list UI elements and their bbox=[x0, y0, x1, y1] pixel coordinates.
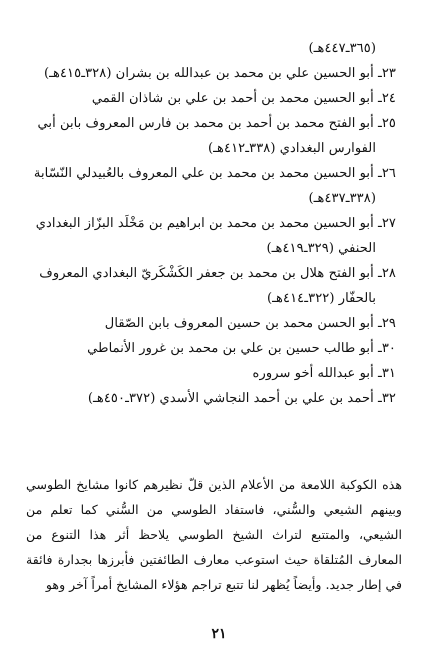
list-item: ٣٢ـ أحمد بن علي بن أحمد النجاشي الأسدي (٣٧٢ـ٤٥٠هـ) bbox=[87, 391, 396, 406]
list-item: ٢٧ـ أبو الحسين محمد بن محمد بن ابراهيم بن مَخْلَد البزّاز البغدادي bbox=[35, 216, 396, 231]
list-item: ٢٩ـ أبو الحسن محمد بن حسين المعروف بابن الصّقال bbox=[104, 316, 396, 331]
body-paragraph: هذه الكوكبة اللامعة من الأعلام الذين قلّ نظيرهم كانوا مشايخ الطوسي وبينهم الشيعي والسُّني، فاستفاد الطوسي من السُّني كما تعلم من الشيعي، والمتتبع لتراث الشيخ الطوسي يلاحظ أثر هذا التنوع من المعارف المُتلقاة حيث استوعب معارف الطائفتين فأبرزها بجدارة فائقة في إطار جديد. وأيضاً يُظهر لنا تتبع تراجم هؤلاء المشايخ أمراً آخر وهو bbox=[26, 476, 402, 592]
page-number: ٢١ bbox=[211, 626, 227, 642]
list-item: الفوارس البغدادي (٣٣٨ـ٤١٢هـ) bbox=[208, 141, 376, 156]
list-item: ٢٣ـ أبو الحسين علي بن محمد بن عبدالله بن بشران (٣٢٨ـ٤١٥هـ) bbox=[44, 66, 396, 81]
scholars-list bbox=[24, 36, 396, 411]
list-item: الحنفي (٣٢٩ـ٤١٩هـ) bbox=[266, 241, 376, 256]
list-item: ٢٤ـ أبو الحسين محمد بن أحمد بن علي بن شاذان القمي bbox=[91, 91, 396, 106]
list-item: ٣٠ـ أبو طالب حسين بن علي بن محمد بن غرور الأنماطي bbox=[87, 341, 396, 356]
list-item: ٢٦ـ أبو الحسين محمد بن محمد بن علي المعروف بالعُبيدلي النّسّابة bbox=[33, 166, 396, 181]
list-item: بالحفّار (٣٢٢ـ٤١٤هـ) bbox=[267, 291, 376, 306]
list-item: ٣١ـ أبو عبدالله أخو سروره bbox=[252, 366, 396, 381]
list-item: (٣٦٥ـ٤٤٧هـ) bbox=[308, 41, 376, 56]
list-item: (٣٣٨ـ٤٣٧هـ) bbox=[308, 191, 376, 206]
list-item: ٢٨ـ أبو الفتح هلال بن محمد بن جعفر الكَشْكَريّ البغدادي المعروف bbox=[39, 266, 396, 281]
list-item: ٢٥ـ أبو الفتح محمد بن أحمد بن محمد بن فارس المعروف بابن أبي bbox=[37, 116, 396, 131]
